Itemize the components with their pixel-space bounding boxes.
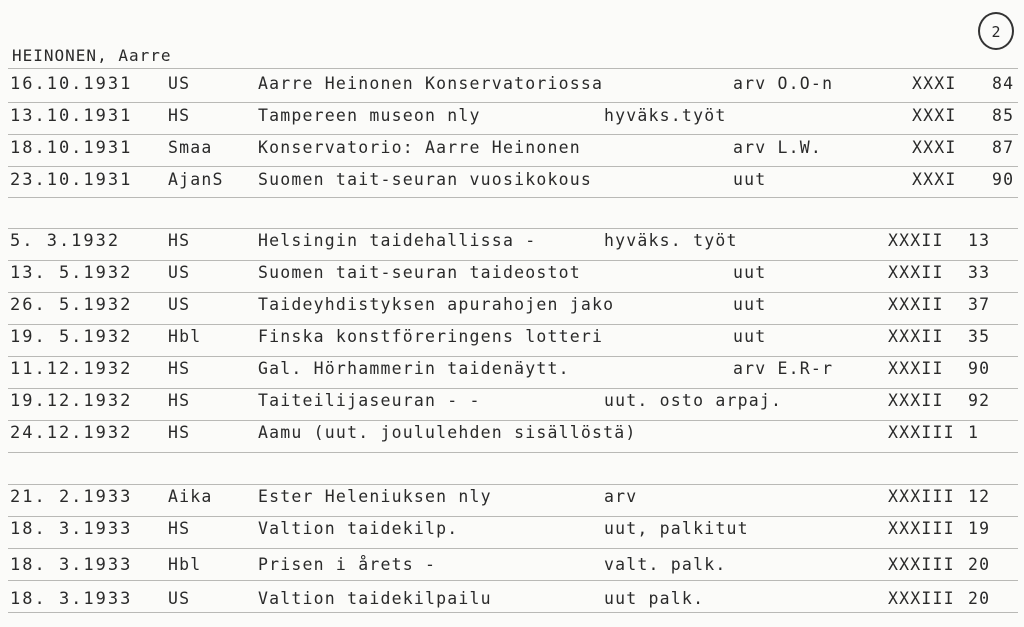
card-heading: HEINONEN, Aarre	[12, 46, 172, 65]
entry-date: 23.10.1931	[10, 170, 133, 190]
entry-title: Prisen i årets -	[258, 555, 437, 574]
rule-line	[8, 68, 1018, 69]
entry-date: 18. 3.1933	[10, 519, 133, 539]
entry-note: hyväks. työt	[604, 231, 738, 250]
entry-paper: Smaa	[168, 138, 213, 157]
entry-date: 19. 5.1932	[10, 327, 133, 347]
entry-date: 5. 3.1932	[10, 231, 121, 251]
entry-volume: XXXIII	[888, 555, 955, 574]
rule-line	[8, 548, 1018, 549]
entry-title: Aarre Heinonen Konservatoriossa	[258, 74, 604, 93]
entry-title: Taiteilijaseuran - -	[258, 391, 481, 410]
entry-date: 26. 5.1932	[10, 295, 133, 315]
entry-title: Valtion taidekilp.	[258, 519, 459, 538]
entry-title: Aamu (uut. joululehden sisällöstä)	[258, 423, 637, 442]
entry-page: 12	[968, 487, 991, 506]
entry-date: 21. 2.1933	[10, 487, 133, 507]
entry-page: 87	[992, 138, 1015, 157]
entry-paper: HS	[168, 359, 191, 378]
rule-line	[8, 292, 1018, 293]
entry-volume: XXXIII	[888, 423, 955, 442]
entry-volume: XXXII	[888, 263, 944, 282]
entry-note: arv O.O-n	[733, 74, 834, 93]
entry-note: uut	[733, 295, 767, 314]
entry-note: arv L.W.	[733, 138, 823, 157]
entry-volume: XXXII	[888, 327, 944, 346]
entry-paper: HS	[168, 423, 191, 442]
rule-line	[8, 324, 1018, 325]
entry-note: valt. palk.	[604, 555, 727, 574]
entry-title: Tampereen museon nly	[258, 106, 481, 125]
entry-page: 90	[992, 170, 1015, 189]
entry-paper: HS	[168, 231, 191, 250]
entry-title: Valtion taidekilpailu	[258, 589, 492, 608]
rule-line	[8, 102, 1018, 103]
entry-paper: HS	[168, 519, 191, 538]
entry-volume: XXXIII	[888, 487, 955, 506]
entry-title: Konservatorio: Aarre Heinonen	[258, 138, 581, 157]
entry-title: Taideyhdistyksen apurahojen jako	[258, 295, 615, 314]
entry-page: 19	[968, 519, 991, 538]
entry-page: 1	[968, 423, 980, 442]
rule-line	[8, 580, 1018, 581]
rule-line	[8, 228, 1018, 229]
entry-paper: US	[168, 295, 191, 314]
entry-date: 18. 3.1933	[10, 555, 133, 575]
entry-title: Ester Heleniuksen nly	[258, 487, 492, 506]
entry-volume: XXXI	[912, 170, 957, 189]
entry-volume: XXXI	[912, 74, 957, 93]
entry-paper: HS	[168, 106, 191, 125]
entry-date: 13.10.1931	[10, 106, 133, 126]
entry-paper: US	[168, 74, 191, 93]
entry-volume: XXXI	[912, 138, 957, 157]
entry-paper: AjanS	[168, 170, 224, 189]
entry-paper: US	[168, 589, 191, 608]
entry-date: 16.10.1931	[10, 74, 133, 94]
entry-volume: XXXII	[888, 359, 944, 378]
entry-date: 18.10.1931	[10, 138, 133, 158]
entry-page: 85	[992, 106, 1015, 125]
entry-date: 24.12.1932	[10, 423, 133, 443]
entry-page: 84	[992, 74, 1015, 93]
entry-note: uut	[733, 170, 767, 189]
entry-date: 18. 3.1933	[10, 589, 133, 609]
entry-volume: XXXIII	[888, 589, 955, 608]
entry-title: Suomen tait-seuran vuosikokous	[258, 170, 593, 189]
entry-page: 37	[968, 295, 991, 314]
entry-note: arv E.R-r	[733, 359, 834, 378]
entry-page: 92	[968, 391, 991, 410]
page-number-circle: 2	[978, 12, 1014, 50]
entry-paper: Hbl	[168, 327, 202, 346]
entry-paper: Hbl	[168, 555, 202, 574]
entry-title: Suomen tait-seuran taideostot	[258, 263, 581, 282]
entry-note: uut palk.	[604, 589, 705, 608]
entry-paper: US	[168, 263, 191, 282]
entry-note: arv	[604, 487, 638, 506]
entry-date: 19.12.1932	[10, 391, 133, 411]
rule-line	[8, 197, 1018, 198]
entry-page: 35	[968, 327, 991, 346]
entry-date: 13. 5.1932	[10, 263, 133, 283]
rule-line	[8, 420, 1018, 421]
entry-note: uut	[733, 263, 767, 282]
rule-line	[8, 260, 1018, 261]
entry-note: uut	[733, 327, 767, 346]
entry-paper: HS	[168, 391, 191, 410]
entry-volume: XXXII	[888, 391, 944, 410]
entry-paper: Aika	[168, 487, 213, 506]
entry-page: 13	[968, 231, 991, 250]
entry-volume: XXXII	[888, 231, 944, 250]
entry-note: uut. osto arpaj.	[604, 391, 783, 410]
entry-title: Gal. Hörhammerin taidenäytt.	[258, 359, 570, 378]
rule-line	[8, 356, 1018, 357]
rule-line	[8, 388, 1018, 389]
entry-date: 11.12.1932	[10, 359, 133, 379]
rule-line	[8, 516, 1018, 517]
entry-title: Finska konstföreringens lotteri	[258, 327, 604, 346]
entry-volume: XXXII	[888, 295, 944, 314]
entry-volume: XXXIII	[888, 519, 955, 538]
entry-volume: XXXI	[912, 106, 957, 125]
entry-title: Helsingin taidehallissa -	[258, 231, 537, 250]
rule-line	[8, 134, 1018, 135]
entry-note: hyväks.työt	[604, 106, 727, 125]
rule-line	[8, 166, 1018, 167]
entry-page: 33	[968, 263, 991, 282]
entry-page: 20	[968, 589, 991, 608]
entry-page: 20	[968, 555, 991, 574]
entry-page: 90	[968, 359, 991, 378]
entry-note: uut, palkitut	[604, 519, 749, 538]
rule-line	[8, 484, 1018, 485]
rule-line	[8, 612, 1018, 613]
rule-line	[8, 452, 1018, 453]
